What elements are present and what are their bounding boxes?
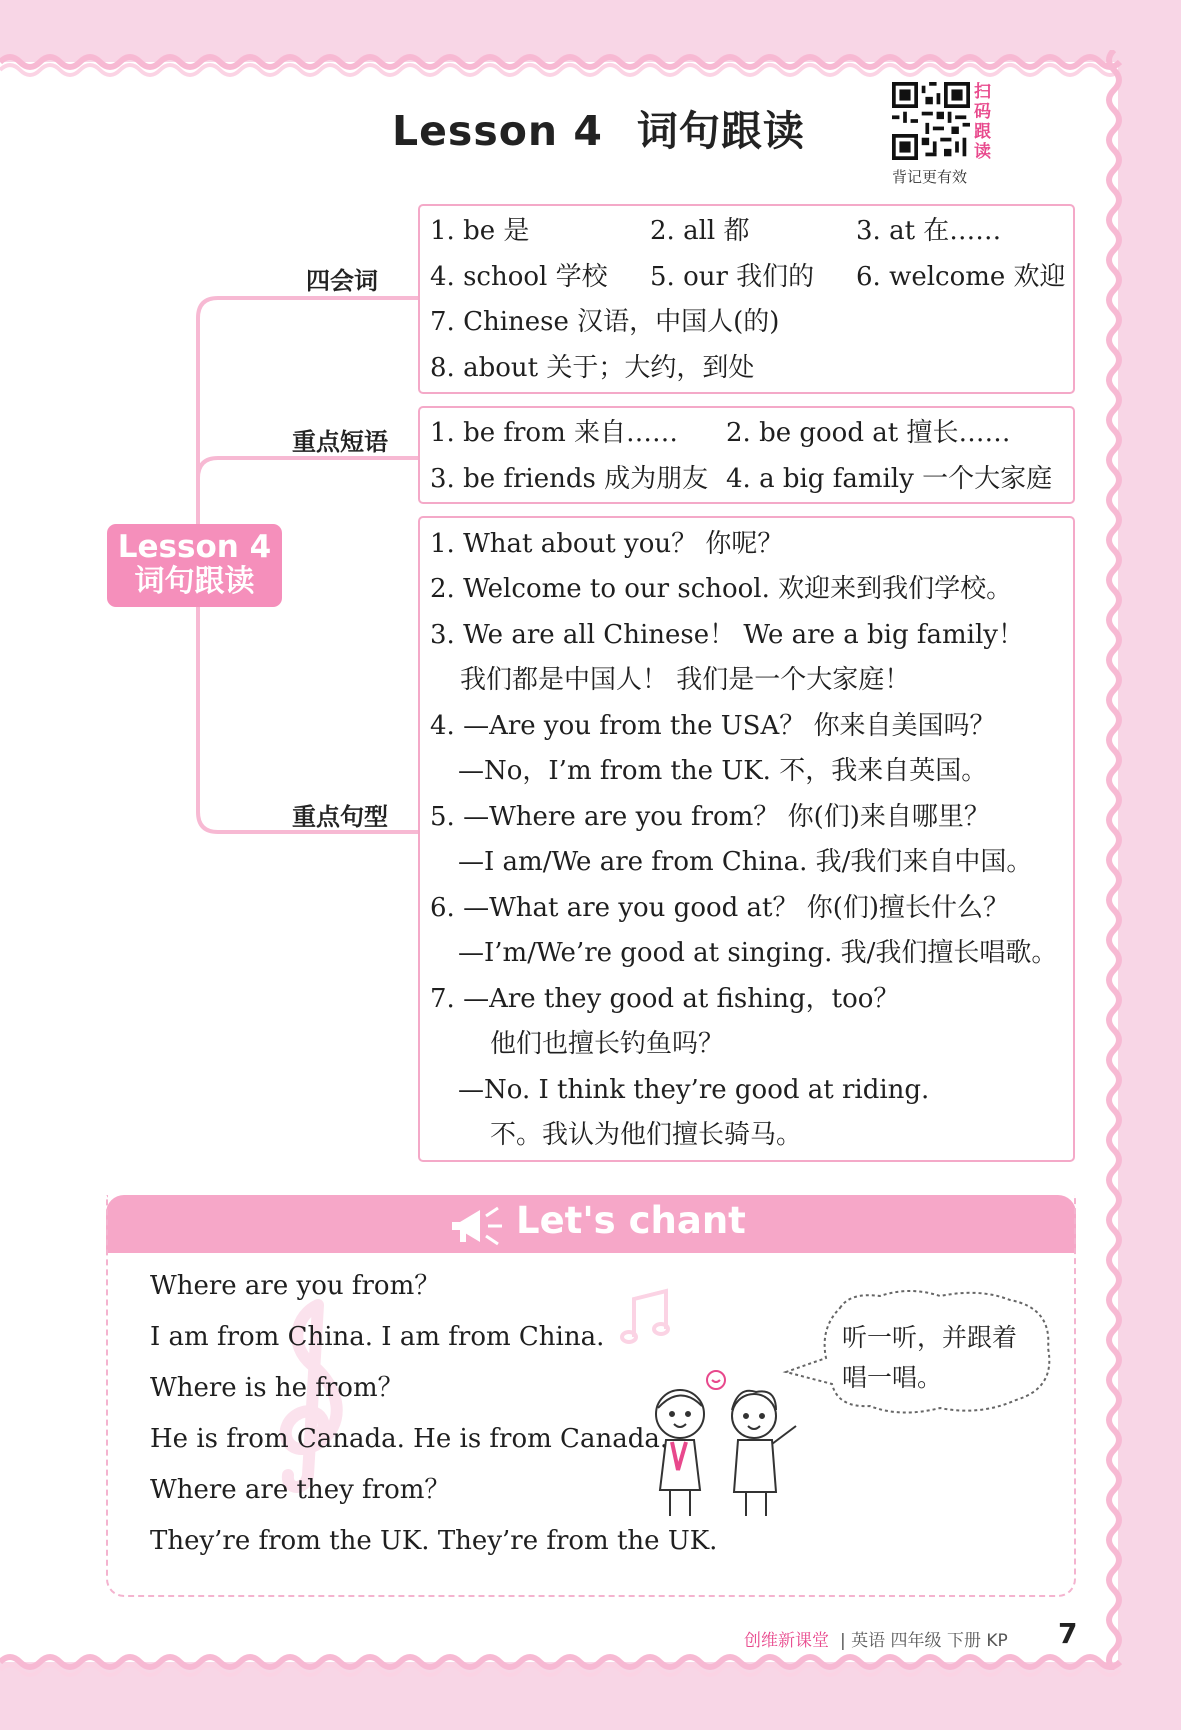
bubble-line: 唱一唱。 [842, 1363, 943, 1392]
qr-side-char: 码 [974, 102, 991, 122]
chant-line: They’re from the UK. They’re from the UK. [150, 1526, 718, 1556]
top-wavy-border [0, 48, 1181, 78]
phrase-item: 4. a big family 一个大家庭 [726, 464, 1053, 494]
title-chinese: 词句跟读 [636, 107, 805, 155]
word-item: 1. be 是 [430, 216, 530, 246]
phrase-item: 2. be good at 擅长…… [726, 418, 1011, 448]
branch-label-words: 四会词 [306, 267, 378, 295]
word-item: 4. school 学校 [430, 262, 608, 292]
title-english: Lesson 4 [392, 107, 603, 155]
scan-follow-read-label [974, 82, 996, 162]
lesson-center-node [107, 524, 282, 607]
phrase-item: 3. be friends 成为朋友 [430, 464, 709, 494]
chant-line: Where is he from？ [150, 1373, 404, 1403]
sentence-line: 4. —Are you from the USA？ 你来自美国吗？ [430, 711, 996, 741]
bottom-wavy-border [0, 1650, 1181, 1680]
qr-code-icon[interactable] [892, 82, 970, 160]
chant-line: Where are they from？ [150, 1475, 451, 1505]
sentences-box [418, 516, 1075, 1162]
branch-label-sentences: 重点句型 [292, 803, 388, 831]
qr-caption: 背记更有效 [892, 168, 968, 186]
chant-line: He is from Canada. He is from Canada. [150, 1424, 669, 1454]
center-node-line2: 词句跟读 [134, 564, 255, 599]
sentence-line: 1. What about you？ 你呢？ [430, 529, 784, 559]
word-item: 6. welcome 欢迎 [856, 262, 1066, 292]
footer-brand: 创维新课堂 [744, 1631, 829, 1651]
chant-line: I am from China. I am from China. [150, 1322, 605, 1352]
sentence-line: —I am/We are from China. 我/我们来自中国。 [458, 847, 1033, 877]
qr-side-char: 跟 [974, 122, 991, 142]
sentence-line: 5. —Where are you from？ 你(们)来自哪里？ [430, 802, 990, 832]
word-item: 8. about 关于；大约，到处 [430, 353, 755, 383]
chant-title: Let's chant [516, 1199, 746, 1242]
megaphone-icon [446, 1202, 506, 1250]
word-item: 2. all 都 [650, 216, 750, 246]
word-item: 3. at 在…… [856, 216, 1002, 246]
sentence-line: 3. We are all Chinese！ We are a big family！ [430, 620, 1024, 650]
sentence-line: 6. —What are you good at？ 你(们)擅长什么？ [430, 893, 1010, 923]
chant-line: Where are you from？ [150, 1271, 441, 1301]
page-number: 7 [1058, 1617, 1078, 1650]
sentence-line: 我们都是中国人！ 我们是一个大家庭！ [460, 665, 911, 695]
sentence-line: —No. I think they’re good at riding. [458, 1075, 930, 1105]
music-note-icon [620, 1285, 676, 1349]
sentence-line: 2. Welcome to our school. 欢迎来到我们学校。 [430, 574, 1013, 604]
kids-illustration [626, 1370, 806, 1520]
qr-side-char: 扫 [974, 82, 991, 102]
sentence-line: 他们也擅长钓鱼吗？ [490, 1029, 725, 1059]
qr-side-char: 读 [974, 142, 991, 162]
right-wavy-border [1100, 50, 1140, 1670]
word-item: 7. Chinese 汉语，中国人(的) [430, 307, 780, 337]
word-item: 5. our 我们的 [650, 262, 815, 292]
bubble-line: 听一听，并跟着 [842, 1323, 1018, 1352]
speech-bubble-text [842, 1318, 1042, 1398]
phrase-item: 1. be from 来自…… [430, 418, 678, 448]
page-title [392, 98, 805, 157]
sentence-line: 7. —Are they good at fishing，too？ [430, 984, 900, 1014]
sentence-line: —No，I’m from the UK. 不，我来自英国。 [458, 756, 988, 786]
sentence-line: —I’m/We’re good at singing. 我/我们擅长唱歌。 [458, 938, 1058, 968]
footer-book-info: | 英语 四年级 下册 KP [840, 1631, 1008, 1651]
sentence-line: 不。我认为他们擅长骑马。 [490, 1120, 803, 1150]
center-node-line1: Lesson 4 [117, 529, 272, 565]
branch-label-phrases: 重点短语 [292, 428, 388, 456]
